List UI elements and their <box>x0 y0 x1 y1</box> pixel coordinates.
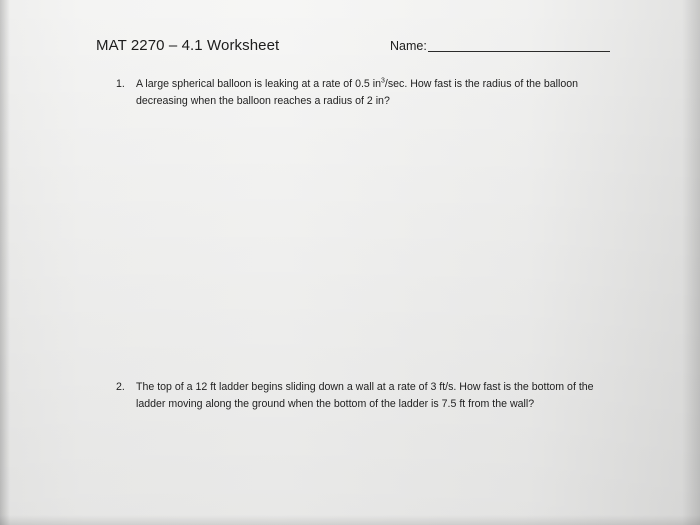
problem-number: 1. <box>116 78 125 90</box>
name-blank-line <box>428 51 610 52</box>
problem-2 <box>116 379 626 439</box>
problem-text-part: A large spherical balloon is leaking at a rate of 0.5 in <box>136 78 381 90</box>
problem-text: The top of a 12 ft ladder begins sliding down a wall at a rate of 3 ft/s. How fast is the bottom of the ladder moving along the ground when the bottom of the ladder is 7.5 ft from the wall? <box>136 381 594 410</box>
problem-text-part: /sec. How fast is the radius of the balloon decreasing when the balloon reaches a radius of 2 in? <box>136 78 579 107</box>
problem-number: 2. <box>116 381 125 393</box>
name-label: Name: <box>390 39 427 53</box>
exponent: 3 <box>381 77 385 85</box>
page-shadow-right <box>682 0 700 525</box>
page-shadow-left <box>0 0 10 525</box>
problem-1 <box>116 76 626 116</box>
worksheet-title: MAT 2270 – 4.1 Worksheet <box>96 37 280 54</box>
problem-text <box>136 76 621 110</box>
page-shadow-bottom <box>0 515 700 525</box>
